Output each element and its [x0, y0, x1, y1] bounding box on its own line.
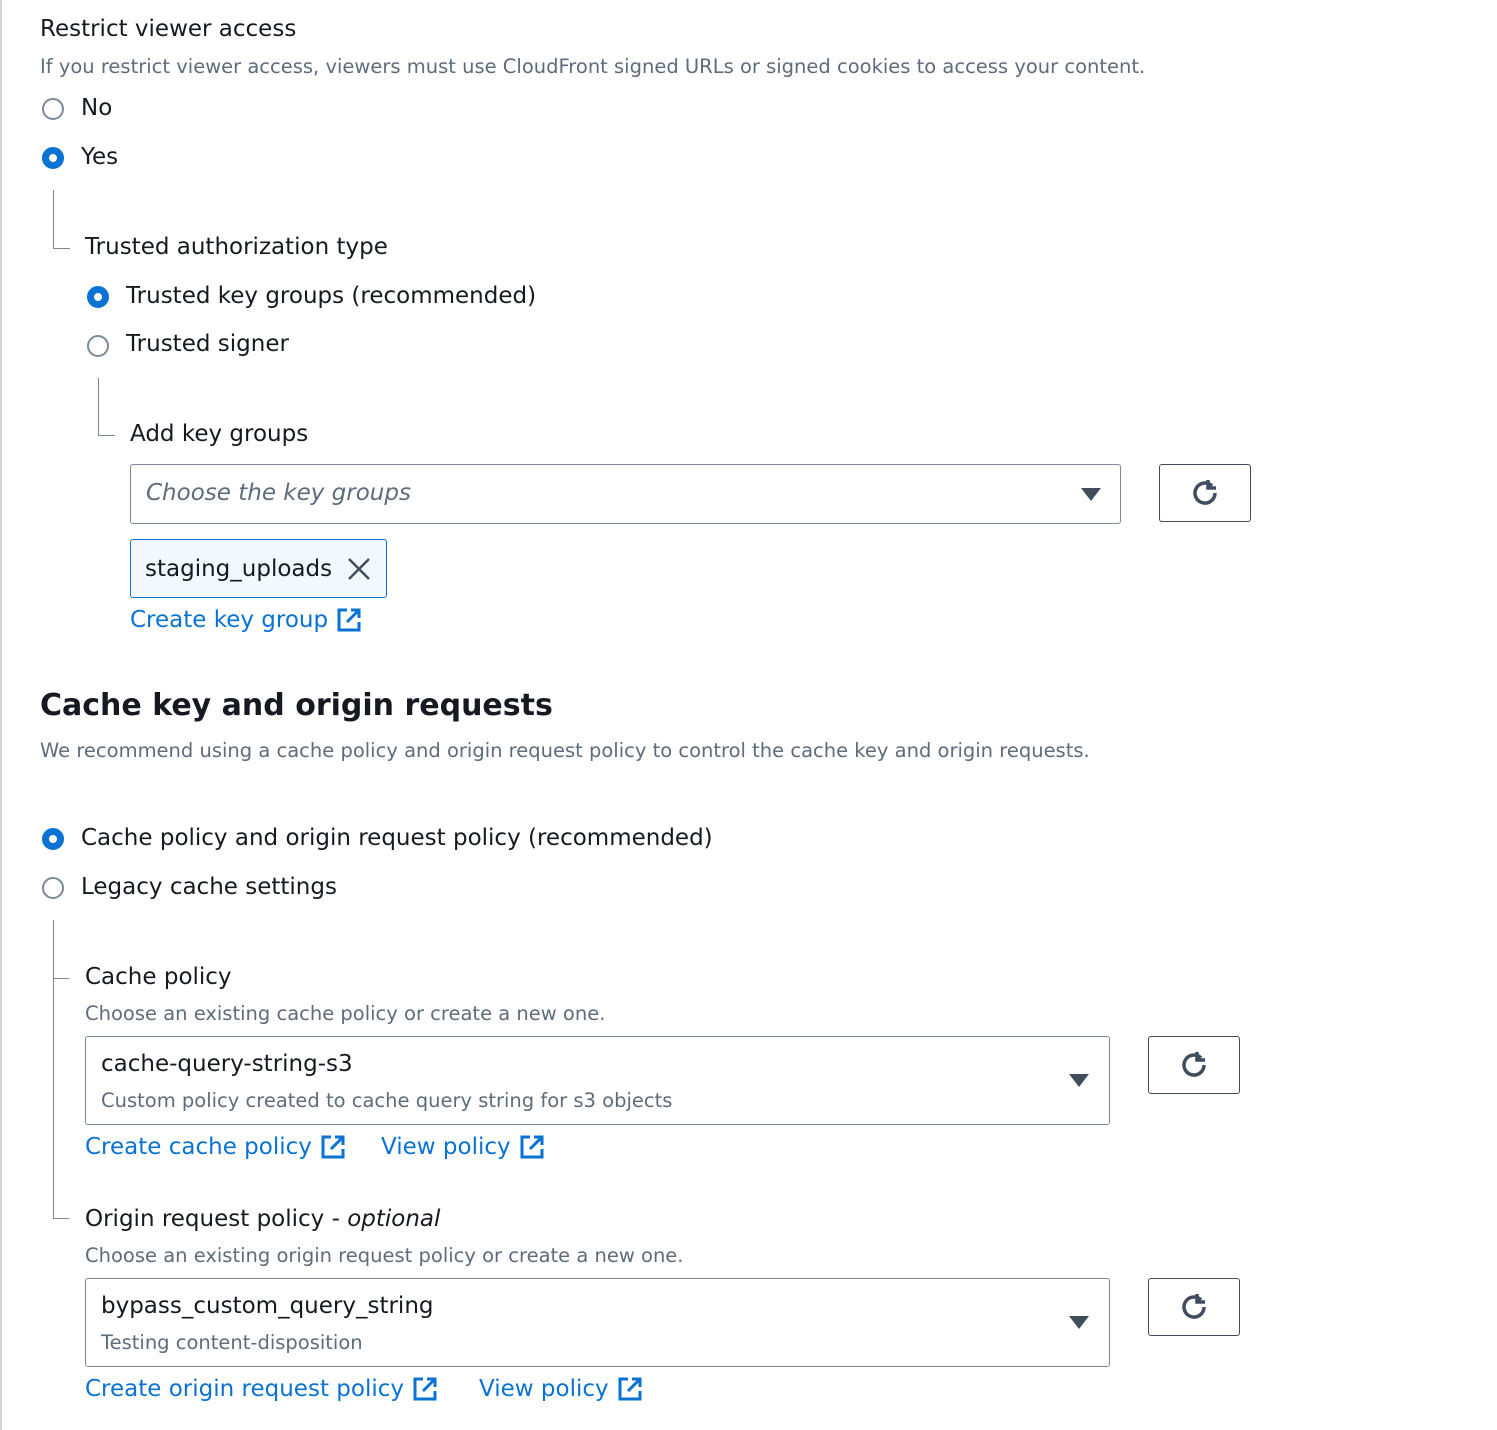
origin-policy-value-description: Testing content-disposition	[101, 1331, 363, 1354]
radio-yes-label[interactable]: Yes	[81, 144, 119, 170]
refresh-cache-policy-button[interactable]	[1148, 1036, 1240, 1094]
cache-policy-value-description: Custom policy created to cache query string for s3 objects	[101, 1089, 673, 1112]
tree-connector	[98, 378, 115, 436]
caret-down-icon	[1081, 488, 1101, 501]
key-groups-label: Add key groups	[130, 421, 309, 447]
cache-policy-select[interactable]	[85, 1036, 1110, 1125]
refresh-icon	[1188, 476, 1222, 510]
tree-connector	[53, 978, 69, 979]
radio-no[interactable]	[42, 98, 64, 120]
radio-cache-policy-label[interactable]: Cache policy and origin request policy (recommended)	[81, 825, 713, 851]
refresh-icon	[1177, 1290, 1211, 1324]
tree-connector	[53, 920, 54, 1218]
token-label: staging_uploads	[145, 555, 333, 582]
refresh-icon	[1177, 1048, 1211, 1082]
create-key-group-label[interactable]: Create key group	[130, 607, 329, 633]
view-cache-policy-label[interactable]: View policy	[381, 1134, 511, 1160]
caret-down-icon	[1069, 1074, 1089, 1087]
cache-section-description: We recommend using a cache policy and origin request policy to control the cache key and origin requests.	[40, 739, 1090, 762]
cache-policy-description: Choose an existing cache policy or create a new one.	[85, 1002, 606, 1025]
radio-no-label[interactable]: No	[81, 95, 113, 121]
create-cache-policy-label[interactable]: Create cache policy	[85, 1134, 312, 1160]
trusted-type-label: Trusted authorization type	[85, 234, 388, 260]
caret-down-icon	[1069, 1316, 1089, 1329]
view-origin-policy-link[interactable]	[479, 1376, 643, 1402]
create-cache-policy-link[interactable]	[85, 1134, 346, 1160]
create-origin-policy-label[interactable]: Create origin request policy	[85, 1376, 404, 1402]
radio-trusted-signer[interactable]	[87, 335, 109, 357]
tree-connector	[53, 1218, 69, 1219]
close-icon[interactable]	[346, 556, 372, 582]
radio-yes[interactable]	[42, 147, 64, 169]
radio-legacy-cache-label[interactable]: Legacy cache settings	[81, 874, 337, 900]
radio-trusted-signer-label[interactable]: Trusted signer	[126, 331, 289, 357]
key-group-token	[130, 539, 387, 598]
view-origin-policy-label[interactable]: View policy	[479, 1376, 609, 1402]
radio-trusted-key-groups[interactable]	[87, 286, 109, 308]
origin-policy-select[interactable]	[85, 1278, 1110, 1367]
left-border	[0, 0, 2, 1430]
create-origin-policy-link[interactable]	[85, 1376, 438, 1402]
external-link-icon	[320, 1134, 346, 1160]
cache-section-title: Cache key and origin requests	[40, 688, 553, 723]
view-cache-policy-link[interactable]	[381, 1134, 545, 1160]
key-groups-placeholder: Choose the key groups	[146, 480, 411, 506]
radio-cache-policy[interactable]	[42, 828, 64, 850]
origin-policy-label	[85, 1206, 440, 1232]
create-key-group-link[interactable]	[130, 607, 362, 633]
external-link-icon	[336, 607, 362, 633]
external-link-icon	[519, 1134, 545, 1160]
origin-policy-value: bypass_custom_query_string	[101, 1293, 434, 1319]
refresh-key-groups-button[interactable]	[1159, 464, 1251, 522]
cache-policy-value: cache-query-string-s3	[101, 1051, 353, 1077]
origin-policy-description: Choose an existing origin request policy or create a new one.	[85, 1244, 684, 1267]
origin-policy-label-text: Origin request policy -	[85, 1206, 348, 1232]
restrict-description: If you restrict viewer access, viewers must use CloudFront signed URLs or signed cookies to access your content.	[40, 55, 1146, 78]
external-link-icon	[617, 1376, 643, 1402]
radio-legacy-cache[interactable]	[42, 877, 64, 899]
refresh-origin-policy-button[interactable]	[1148, 1278, 1240, 1336]
tree-connector	[53, 190, 70, 249]
optional-tag: optional	[347, 1206, 441, 1232]
cache-policy-label: Cache policy	[85, 964, 232, 990]
radio-trusted-key-groups-label[interactable]: Trusted key groups (recommended)	[126, 283, 537, 309]
key-groups-select[interactable]	[130, 464, 1121, 524]
external-link-icon	[412, 1376, 438, 1402]
restrict-label: Restrict viewer access	[40, 16, 297, 42]
